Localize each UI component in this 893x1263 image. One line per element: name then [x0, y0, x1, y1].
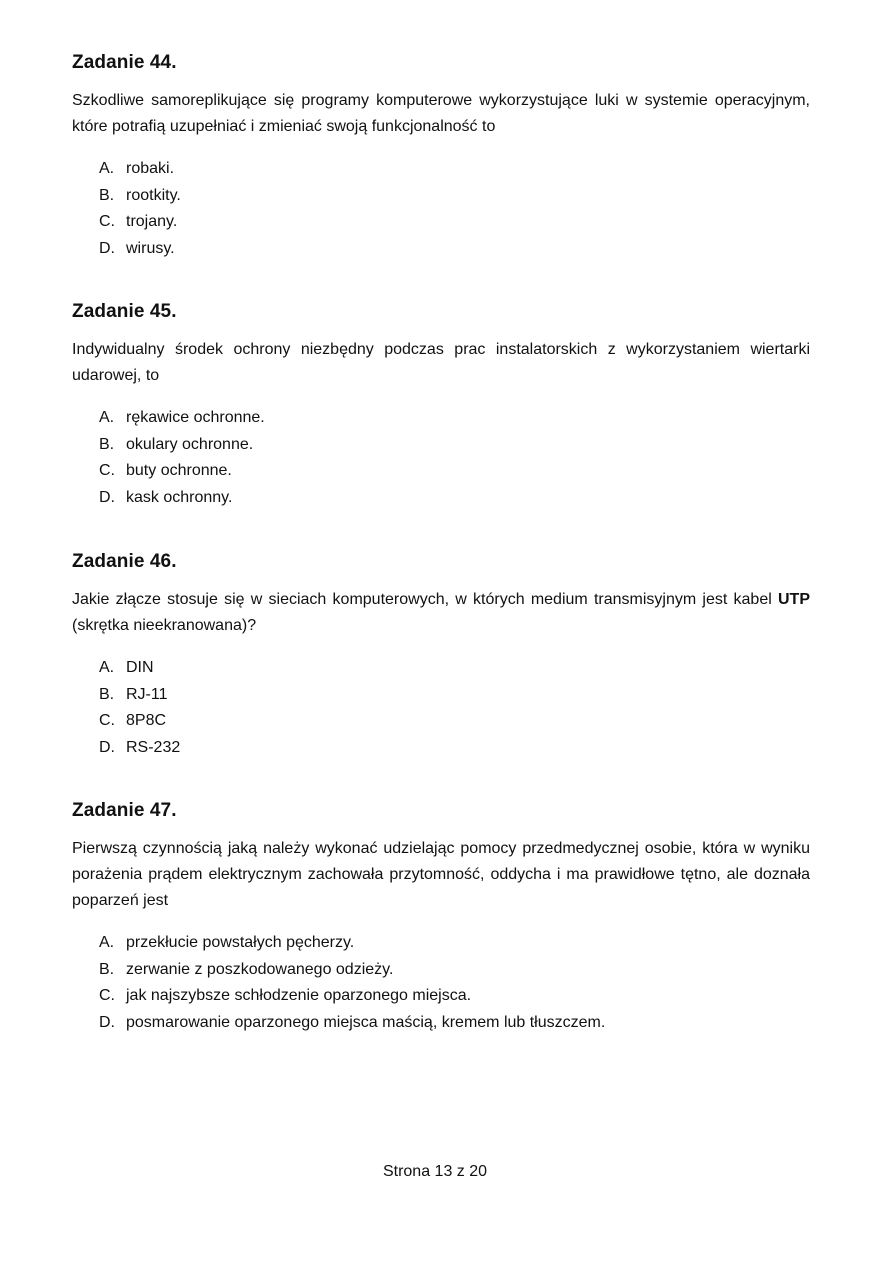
task-title: Zadanie 47.: [72, 800, 177, 821]
answer-letter: D.: [99, 239, 115, 257]
question-text: Szkodliwe samoreplikujące się programy komputerowe wykorzystujące luki w systemie operacyjnym, które potrafią uzupełniać i zmieniać swoją funkcjonalność to: [72, 92, 810, 135]
answer-option-c: [99, 209, 810, 236]
answer-letter: D.: [99, 488, 115, 506]
answer-letter: B.: [99, 685, 115, 703]
answer-letter: A.: [99, 659, 115, 676]
answer-text: zerwanie z poszkodowanego odzieży.: [126, 960, 394, 978]
question-text: Pierwszą czynnością jaką należy wykonać udzielając pomocy przedmedycznej osobie, która w wyniku porażenia prądem elektrycznym zachowała przytomność, oddycha i ma prawidłowe tętno, ale doznała poparzeń jest: [72, 840, 810, 909]
answer-option-b: [99, 432, 810, 459]
answer-text: buty ochronne.: [126, 462, 232, 479]
task-46: [72, 551, 810, 761]
answer-option-a: [99, 930, 810, 957]
task-title: Zadanie 44.: [72, 52, 177, 73]
page-number: Strona 13 z 20: [382, 1163, 488, 1180]
answer-option-a: [99, 405, 810, 432]
answer-letter: A.: [99, 409, 115, 426]
answer-letter: D.: [99, 1013, 115, 1031]
answer-list: [99, 930, 810, 1036]
answer-text: przekłucie powstałych pęcherzy.: [126, 934, 355, 951]
answer-letter: C.: [99, 213, 115, 230]
answer-option-c: [99, 458, 810, 485]
answer-letter: C.: [99, 712, 115, 729]
answer-letter: B.: [99, 186, 115, 204]
answer-option-a: [99, 655, 810, 682]
answer-letter: C.: [99, 987, 115, 1004]
answer-letter: C.: [99, 462, 115, 479]
answer-option-d: [99, 485, 810, 512]
answer-text: posmarowanie oparzonego miejsca maścią, kremem lub tłuszczem.: [126, 1013, 606, 1031]
answer-option-b: [99, 957, 810, 984]
answer-list: [99, 405, 810, 511]
answer-text: rootkity.: [126, 186, 181, 204]
answer-text: trojany.: [126, 213, 178, 230]
task-44: [72, 52, 810, 262]
answer-letter: A.: [99, 934, 115, 951]
question-text: Indywidualny środek ochrony niezbędny podczas prac instalatorskich z wykorzystaniem wiertarki udarowej, to: [72, 341, 810, 384]
question-text-part: Jakie złącze stosuje się w sieciach komputerowych, w których medium transmisyjnym jest kabel: [72, 591, 778, 608]
answer-text: RJ-11: [126, 685, 168, 703]
answer-letter: A.: [99, 160, 115, 177]
answer-option-b: [99, 682, 810, 709]
question-text-part: (skrętka nieekranowana)?: [72, 617, 257, 634]
answer-option-d: [99, 1010, 810, 1037]
answer-text: robaki.: [126, 160, 175, 177]
task-title: Zadanie 46.: [72, 551, 177, 572]
answer-option-b: [99, 183, 810, 210]
answer-option-d: [99, 236, 810, 263]
answer-text: okulary ochronne.: [126, 435, 254, 453]
answer-text: RS-232: [126, 738, 181, 756]
answer-text: rękawice ochronne.: [126, 409, 265, 426]
answer-letter: B.: [99, 435, 115, 453]
answer-letter: B.: [99, 960, 115, 978]
answer-option-d: [99, 735, 810, 762]
task-title: Zadanie 45.: [72, 301, 177, 322]
question-bold-term: UTP: [778, 591, 810, 608]
answer-text: jak najszybsze schłodzenie oparzonego miejsca.: [126, 987, 472, 1004]
answer-text: wirusy.: [126, 239, 175, 257]
answer-text: kask ochronny.: [126, 488, 233, 506]
question-text: [72, 587, 810, 639]
answer-letter: D.: [99, 738, 115, 756]
answer-text: 8P8C: [126, 712, 167, 729]
answer-list: [99, 156, 810, 262]
answer-option-c: [99, 708, 810, 735]
task-47: [72, 800, 810, 1036]
answer-option-c: [99, 983, 810, 1010]
answer-option-a: [99, 156, 810, 183]
task-45: [72, 301, 810, 511]
answer-text: DIN: [126, 659, 154, 676]
answer-list: [99, 655, 810, 761]
